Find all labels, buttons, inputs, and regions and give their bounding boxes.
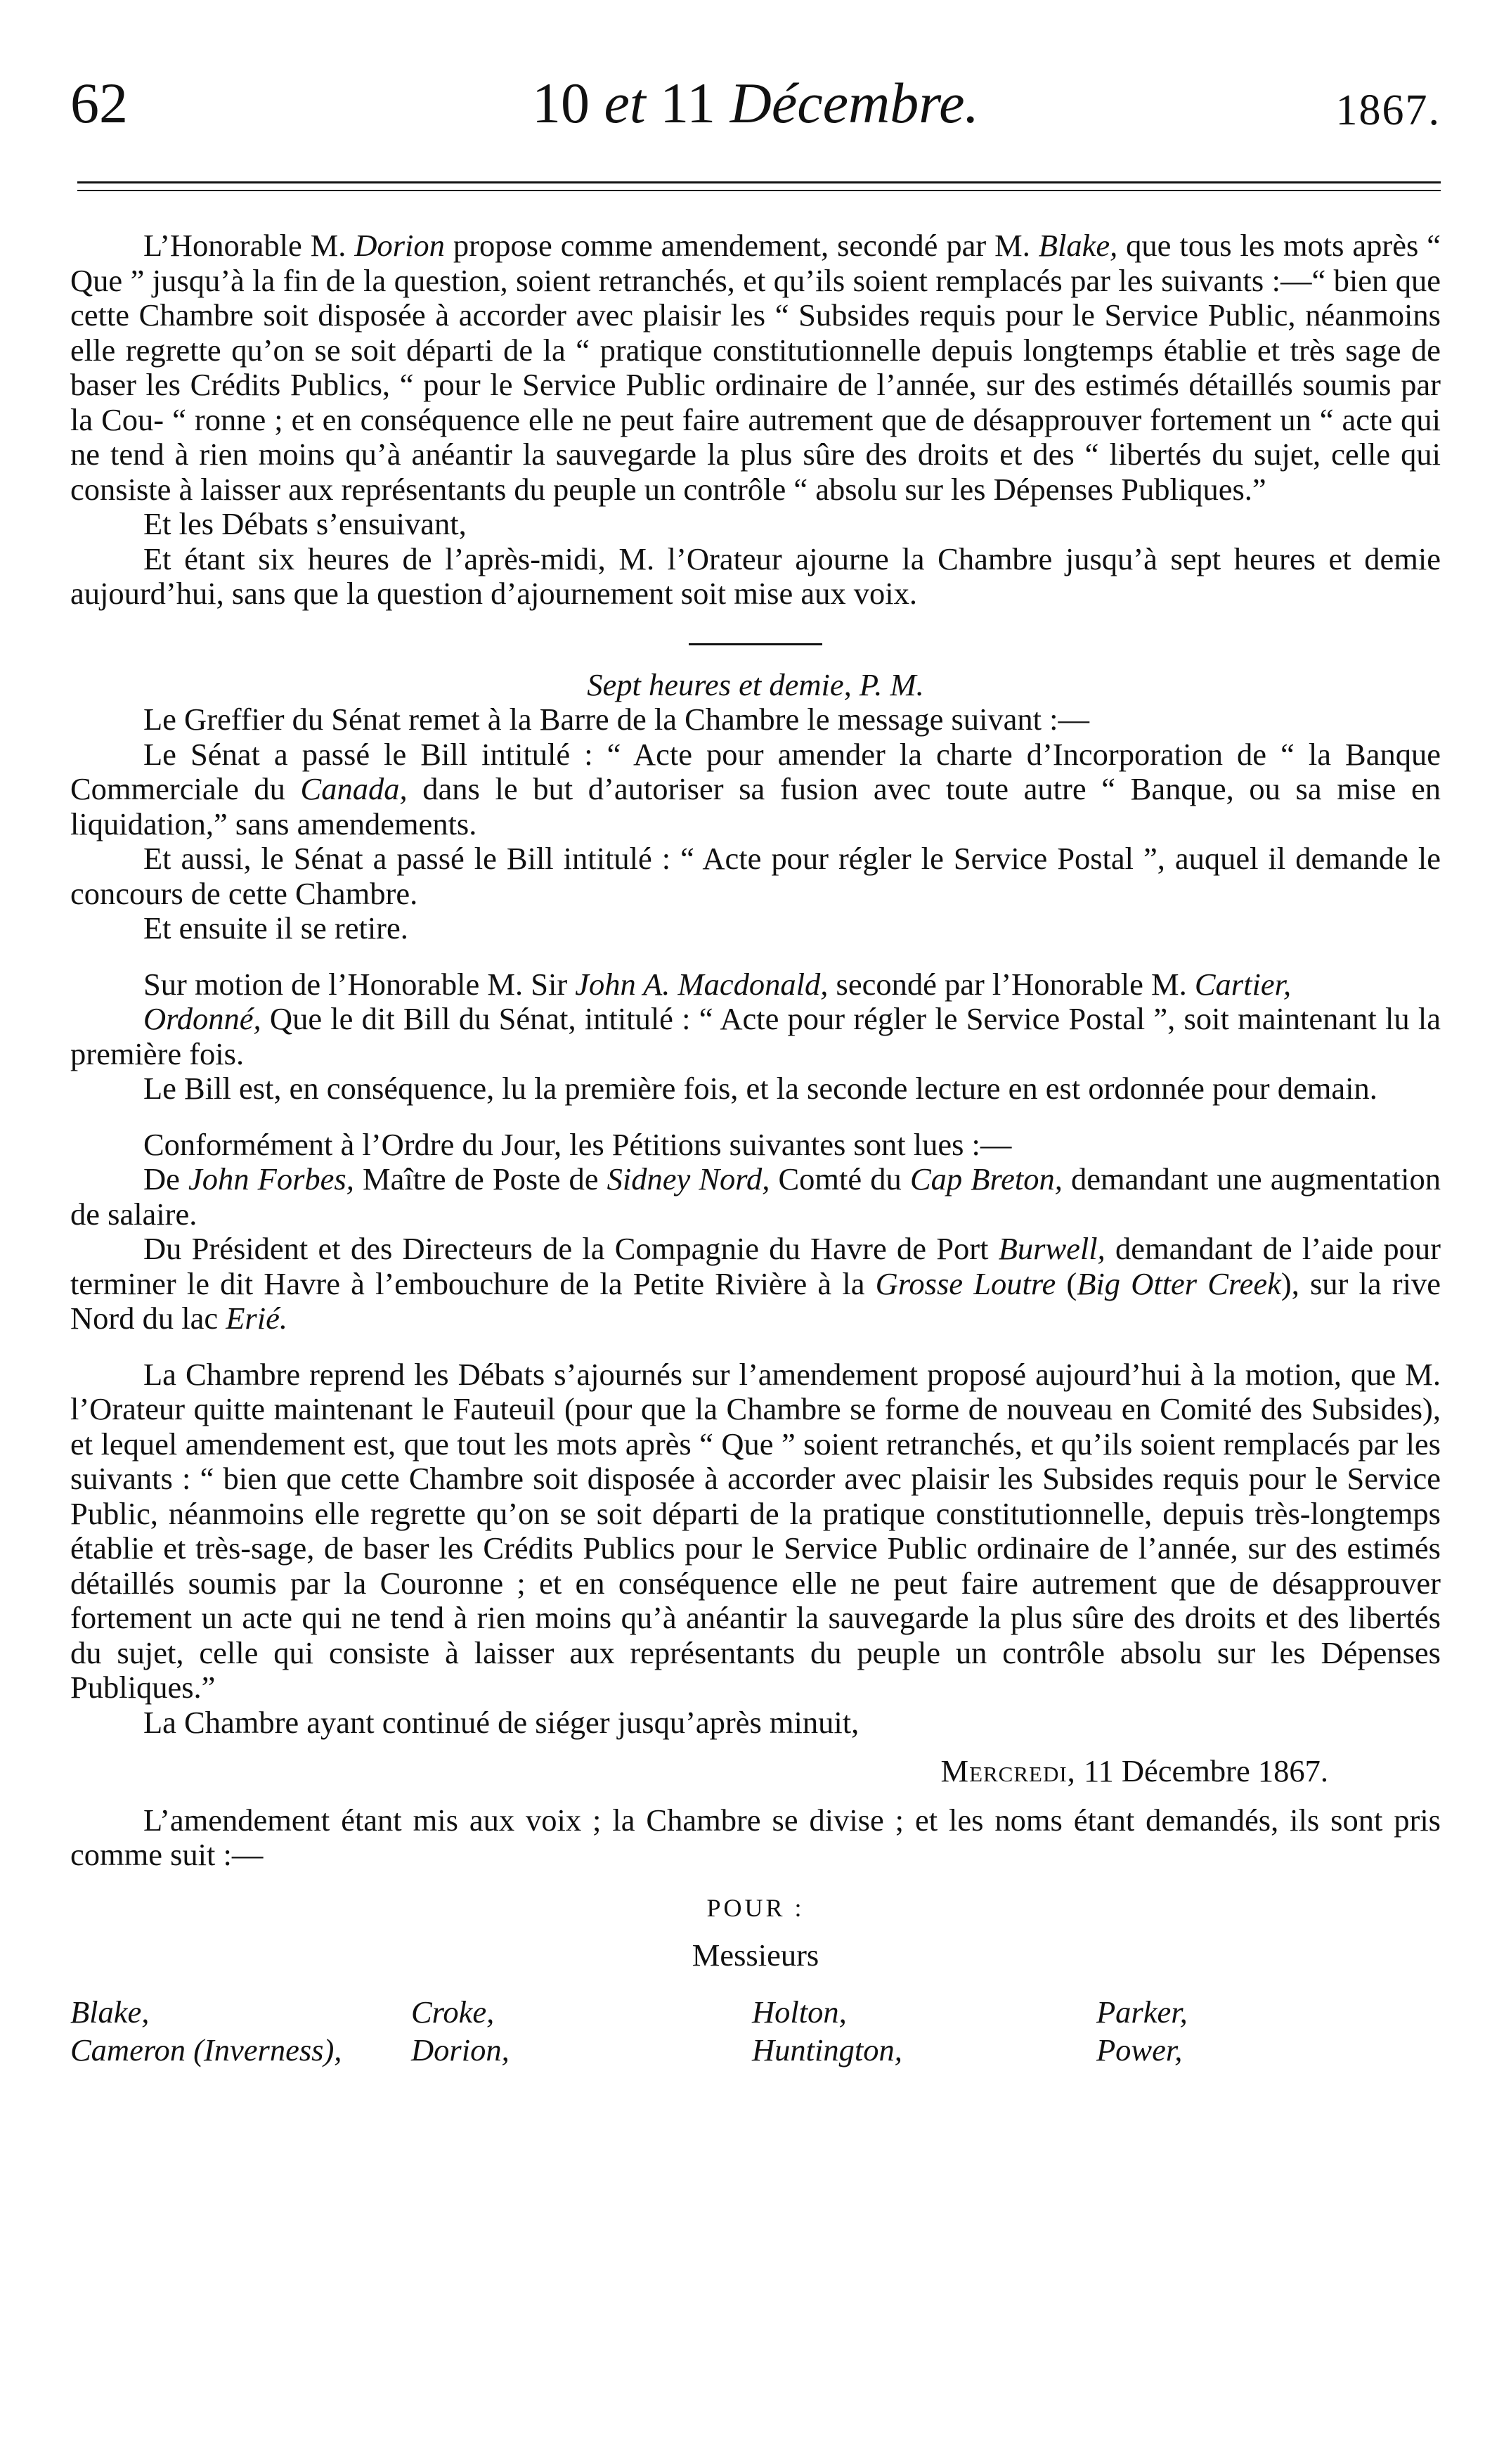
dateline: Mercredi, 11 Décembre 1867.: [940, 1753, 1328, 1788]
member-name: Power,: [1096, 2032, 1183, 2068]
paragraph: Le Sénat a passé le Bill intitulé : “ Acte pour amender la charte d’Incorporation de “ la Banque Commerciale du Canada, dans le but d’autoriser sa fusion avec toute autre “ Banque, ou sa mise en liquidation,” sans amendements.: [70, 736, 1441, 841]
paragraph-petition: Du Président et des Directeurs de la Compagnie du Havre de Port Burwell, demandant de l’aide pour terminer le dit Havre à l’embouchure de la Petite Rivière à la Grosse Loutre (Big Otter Creek), sur la rive Nord du lac Erié.: [70, 1231, 1441, 1336]
paragraph: Et les Débats s’ensuivant,: [143, 506, 467, 541]
year: 1867.: [1335, 86, 1441, 134]
paragraph: L’amendement étant mis aux voix ; la Chambre se divise ; et les noms étant demandés, ils sont pris comme suit :—: [70, 1802, 1441, 1872]
header-rule: [77, 190, 1441, 191]
section-divider: [689, 643, 822, 645]
paragraph: Et ensuite il se retire.: [143, 910, 408, 946]
paragraph: Et étant six heures de l’après-midi, M. l’Orateur ajourne la Chambre jusqu’à sept heures et demie aujourd’hui, sans que la question d’ajournement soit mise aux voix.: [70, 541, 1441, 611]
member-name: Cameron (Inverness),: [70, 2032, 342, 2068]
page-title: 10 et 11 Décembre.: [531, 71, 980, 135]
member-name: Parker,: [1096, 1994, 1188, 2030]
paragraph: Ordonné, Que le dit Bill du Sénat, intitulé : “ Acte pour régler le Service Postal ”, soit maintenant lu la première fois.: [70, 1001, 1441, 1071]
running-header: [70, 70, 1441, 148]
member-name: Dorion,: [411, 2032, 510, 2068]
paragraph-petition: De John Forbes, Maître de Poste de Sidney Nord, Comté du Cap Breton, demandant une augmentation de salaire.: [70, 1161, 1441, 1232]
paragraph: La Chambre ayant continué de siéger jusqu’après minuit,: [143, 1704, 860, 1740]
paragraph: Et aussi, le Sénat a passé le Bill intitulé : “ Acte pour régler le Service Postal ”, auquel il demande le concours de cette Chambre.: [70, 841, 1441, 911]
paragraph-amendment: L’Honorable M. Dorion propose comme amendement, secondé par M. Blake, que tous les mots après “ Que ” jusqu’à la fin de la question, soient retranchés, et qu’ils soient remplacés par les suivants :—“ bien que cette Chambre soit disposée à accorder avec plaisir les “ Subsides requis pour le Service Public, néanmoins elle regrette qu’on se soit départi de la “ pratique constitutionnelle depuis longtemps établie et très sage de baser les Crédits Publics, “ pour le Service Public ordinaire de l’année, sur des estimés détaillés soumis par la Cou- “ ronne ; et en conséquence elle ne peut faire autrement que de désapprouver fortement un “ acte qui ne tend à rien moins qu’à anéantir la sauvegarde la plus sûre des droits et des “ libertés du sujet, celle qui consiste à laisser aux représentants du peuple un contrôle “ absolu sur les Dépenses Publiques.”: [70, 228, 1441, 507]
member-name: Croke,: [411, 1994, 495, 2030]
paragraph-motion: Sur motion de l’Honorable M. Sir John A. Macdonald, secondé par l’Honorable M. Cartier,: [143, 966, 1292, 1002]
member-name: Blake,: [70, 1994, 150, 2030]
vote-subheading: Messieurs: [692, 1937, 819, 1973]
paragraph: Le Bill est, en conséquence, lu la première fois, et la seconde lecture en est ordonnée pour demain.: [143, 1071, 1377, 1106]
vote-names: [70, 1993, 1441, 2069]
page-body: [70, 228, 1441, 2069]
header-rule: [77, 181, 1441, 183]
section-heading: Sept heures et demie, P. M.: [587, 666, 924, 702]
paragraph: Le Greffier du Sénat remet à la Barre de la Chambre le message suivant :—: [143, 702, 1090, 737]
page-number: 62: [70, 71, 128, 135]
member-name: Huntington,: [752, 2032, 902, 2068]
member-name: Holton,: [752, 1994, 847, 2030]
paragraph: La Chambre reprend les Débats s’ajournés sur l’amendement proposé aujourd’hui à la motion, que M. l’Orateur quitte maintenant le Fauteuil (pour que la Chambre se forme de nouveau en Comité des Subsides), et lequel amendement est, que tout les mots après “ Que ” soient retranchés, et qu’ils soient remplacés par les suivants : “ bien que cette Chambre soit disposée à accorder avec plaisir les Subsides requis pour le Service Public, néanmoins elle regrette qu’on se soit départi de la pratique constitutionnelle, depuis très-longtemps établie et très-sage, de baser les Crédits Publics pour le Service Public ordinaire de l’année, sur des estimés détaillés soumis par la Couronne ; et en conséquence elle ne peut faire autrement que de désapprouver fortement un acte qui ne tend à rien moins qu’à anéantir la sauvegarde la plus sûre des droits et des libertés du sujet, celle qui consiste à laisser aux représentants du peuple un contrôle absolu sur les Dépenses Publiques.”: [70, 1356, 1441, 1705]
paragraph: Conformément à l’Ordre du Jour, les Pétitions suivantes sont lues :—: [143, 1126, 1012, 1162]
vote-heading: POUR :: [706, 1893, 805, 1922]
